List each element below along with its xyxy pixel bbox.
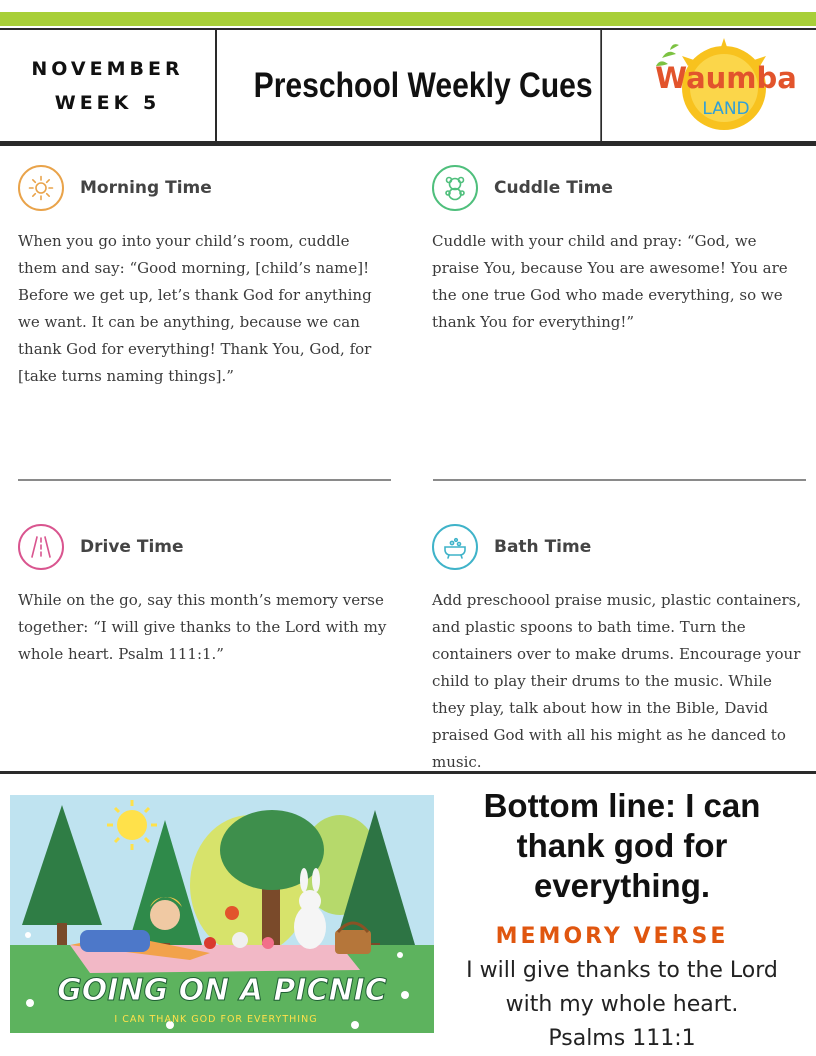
memory-verse-line: I will give thanks to the Lord	[466, 958, 778, 983]
bottom-divider	[0, 771, 816, 774]
logo-text-bottom: LAND	[701, 98, 750, 119]
picnic-scene	[10, 795, 434, 1033]
logo-graphic	[640, 36, 808, 136]
waumba-land-logo	[631, 30, 816, 141]
bath-time-section	[432, 521, 807, 776]
picnic-title: GOING ON A PICNIC	[57, 973, 387, 1008]
divider-left	[18, 479, 391, 481]
section-body: Add preschoool praise music, plastic containers, and plastic spoons to bath time. Turn the containers over to make drums. Encourage your child to play their drums to the music. While they play, talk about how in the Bible, David praised God with all his might as he danced to music.	[432, 591, 802, 771]
section-header	[432, 521, 807, 573]
section-header	[432, 162, 807, 214]
memory-verse-line: with my whole heart.	[505, 992, 739, 1017]
month-label: NOVEMBER	[31, 57, 184, 80]
section-title: Drive Time	[80, 537, 184, 557]
page-title: Preschool Weekly Cues	[246, 30, 602, 141]
sun-icon	[18, 165, 64, 211]
cuddle-time-section	[432, 162, 807, 336]
morning-time-section	[18, 162, 393, 390]
date-block	[0, 30, 217, 141]
bottom-line: Bottom line: I can thank god for everything.	[483, 787, 761, 904]
section-header	[18, 162, 393, 214]
section-title: Morning Time	[80, 178, 212, 198]
drive-time-section	[18, 521, 393, 668]
memory-verse-label: MEMORY VERSE	[495, 924, 729, 949]
logo-text-top: Waumba	[654, 60, 797, 95]
section-title: Bath Time	[494, 537, 592, 557]
section-body: While on the go, say this month’s memory verse together: “I will give thanks to the Lord with my whole heart. Psalm 111:1.”	[18, 591, 387, 663]
divider-right	[433, 479, 806, 481]
top-accent-bar	[0, 12, 816, 26]
memory-verse-text	[436, 954, 808, 1056]
week-label: WEEK 5	[54, 91, 161, 114]
bathtub-icon	[432, 524, 478, 570]
picnic-subtitle: I CAN THANK GOD FOR EVERYTHING	[114, 1014, 318, 1025]
header	[0, 28, 816, 146]
section-header	[18, 521, 393, 573]
section-body: When you go into your child’s room, cuddle them and say: “Good morning, [child’s name]! Before we get up, let’s thank God for anything we want. It can be anything, because we can thank God for everything! Thank You, God, for [take turns naming things].”	[18, 232, 372, 385]
section-body: Cuddle with your child and pray: “God, we praise You, because You are awesome! You are the one true God who made everything, so we thank You for everything!”	[432, 232, 788, 331]
teddy-bear-icon	[432, 165, 478, 211]
memory-verse-reference: Psalms 111:1	[548, 1026, 696, 1051]
picnic-illustration	[10, 795, 434, 1033]
road-icon	[18, 524, 64, 570]
section-title: Cuddle Time	[494, 178, 613, 198]
